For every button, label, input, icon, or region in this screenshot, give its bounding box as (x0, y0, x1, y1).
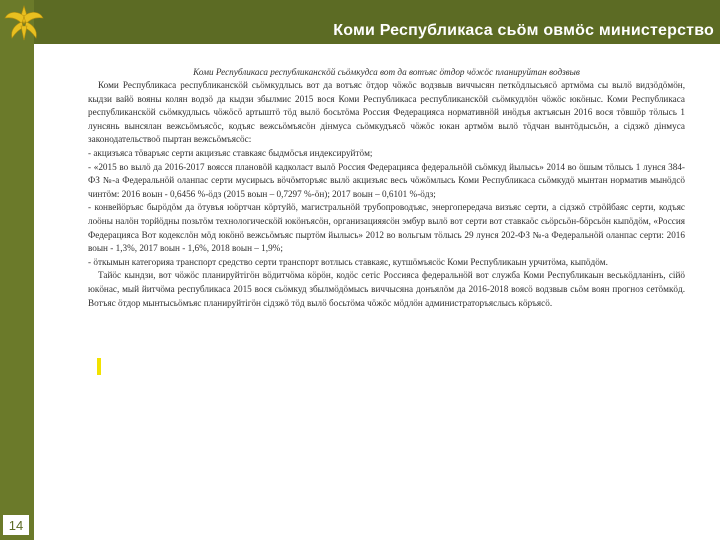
page-number: 14 (2, 514, 30, 536)
ministry-title: Коми Республикаса сьӧм овмӧс министерство (333, 22, 714, 39)
accent-bar (97, 358, 101, 375)
left-sidebar (0, 0, 34, 540)
bullet-property-tax: - конвейӧръяс бырӧдӧм да ӧтувъя юӧртчан кӧртуйӧ, магистральнӧй трубопроводъяс, энергопередача визъяс серти, а сідзжӧ стрӧйбаяс серти, кодъяс лоӧны налӧн торйӧдны позьтӧм технологическӧй юкӧнъясӧн, организацияясӧн эмбур вылӧ вот серти вот ставкаӧс сьӧрсьӧн-бӧрсьӧн кыпӧдӧм, «Россия Федерацияса Вот кодекслӧн мӧд юкӧнӧ вежсьӧмъяс пыртӧм йылысь» 2012 во вольгым тӧлысь 29 лунся 202-ФЗ №-а Федеральнӧй оланпас серти: 2016 воын - 1,3%, 2017 воын - 1,6%, 2018 воын – 1,9%; (88, 202, 685, 254)
bullet-excise-indexing: - акцизъяса тӧваръяс серти акцизъяс ставкаяс быдмӧсъя индексируйтӧм; (88, 147, 373, 158)
paragraph-conclusion: Тайӧс кындзи, вот чӧжӧс планируйтігӧн вӧдитчӧма кӧрӧн, кодӧс сетіс Россияса федеральнӧй вот служба Коми Республикаын веськӧдланінъ, сійӧ юкӧнас, мый йитчӧма республикаса 2015 вося сьӧмкуд збылмӧдӧмысь виччысяна донъялӧм да 2016-2018 воясӧ водзвыв сьӧм воян прогноз сетӧмкӧд. Вотъяс ӧтдор мынтысьӧмъяс планируйтігӧн сідзжӧ тӧд вылӧ босьтӧма чӧжӧс мӧдлӧн администраторъяслысь кӧръясӧ. (88, 270, 685, 308)
paragraph-intro: Коми Республикаса республиканскӧй сьӧмкудлысь вот да вотъяс ӧтдор чӧжӧс водзвыв виччысян петкӧдлысьясӧ артмӧма сы вылӧ видзӧдӧмӧн, кыдзи вайӧ вояны колян водзӧ да кыдзи збылмис 2015 вося Коми Республикаса республиканскӧй сьӧмкудлӧн чӧжӧс юкӧныс. Коми Республикаса республиканскӧй сьӧмкудлысь чӧжӧсӧ артыштӧ тӧд вылӧ босьтӧма Россия Федерацияса нормативнӧй инӧдъя актъясын 2016 вося тӧвшӧр тӧлысь 1 лунсянь вынсялан вежсьӧмъясӧс, кодъяс вежсьӧмъясӧн дінмуса сьӧмкудъясӧ чӧжӧс юкан артмӧм вылӧ тӧдчан вынтӧдысьӧн, а сідзжӧ дінмуса законодательствоӧ пыртан вежсьӧмъясӧс: (88, 80, 685, 145)
bullet-excise-norm: - «2015 во вылӧ да 2016-2017 воясся плановӧй кадколаст вылӧ Россия Федерацияса федеральнӧй сьӧмкуд йылысь» 2014 во ӧшым тӧлысь 1 лунся 384-ФЗ №-а Федеральнӧй оланпас серти мусирысь вӧчӧмторъяс вылӧ акцизъяс весь чӧжӧмлысь Коми Республикаса сьӧмкудӧ мынтан норматив мынӧдсӧ чинтӧм: 2016 воын - 0,6456 %-ӧдз (2015 воын – 0,7297 %-ӧн); 2017 воын – 0,6101 %-ӧдз; (88, 161, 685, 199)
document-body (88, 66, 685, 310)
document-title: Коми Республикаса республиканскӧй сьӧмкудса вот да вотъяс ӧтдор чӧжӧс планируйтан водзвыв (193, 67, 580, 77)
emblem-icon (2, 2, 46, 42)
bullet-transport-tax: - ӧткымын категорияа транспорт средство серти транспорт вотлысь ставкаяс, кутшӧмъясӧс Коми Республикаын урчитӧма, кыпӧдӧм. (88, 256, 608, 267)
header-bar (0, 0, 720, 44)
